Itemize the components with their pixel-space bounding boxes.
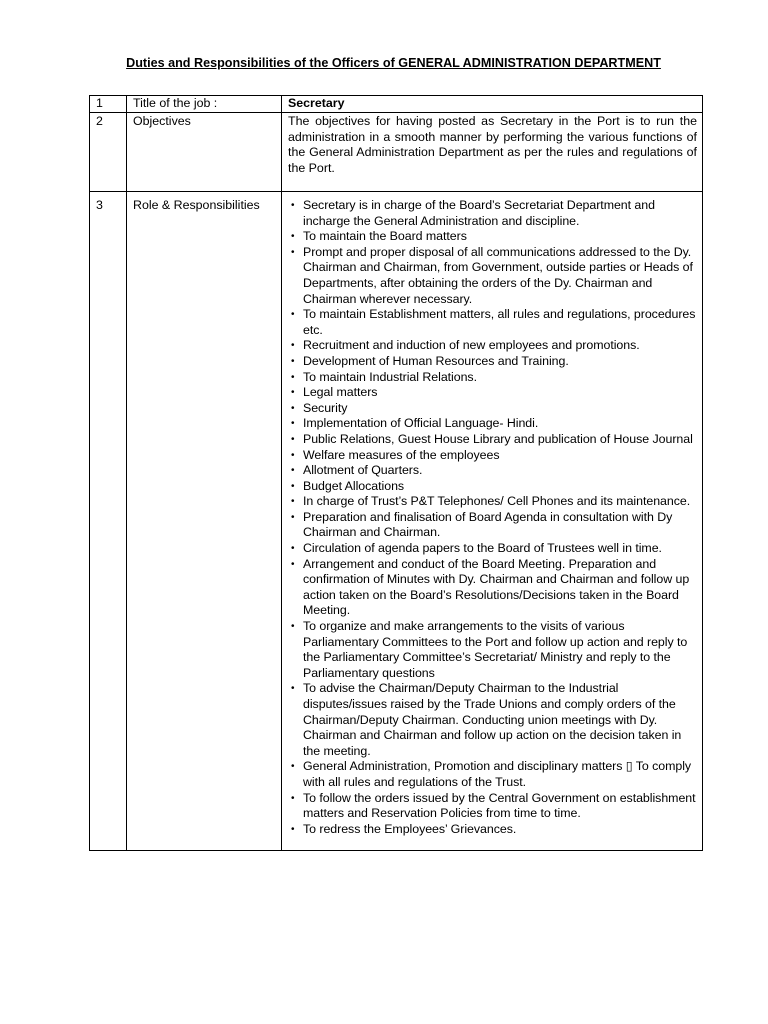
responsibility-text: Prompt and proper disposal of all communications addressed to the Dy. Chairman and Chairman, from Government, outside parties or Heads of Departments, after obtaining the orders of the Dy. Chairman and Chairman wherever necessary. <box>303 244 693 306</box>
list-item <box>282 401 699 417</box>
responsibility-text: Arrangement and conduct of the Board Meeting. Preparation and confirmation of Minutes with Dy. Chairman and Chairman and follow up action taken on the Board’s Resolutions/Decisions taken in the Board Meeting. <box>303 556 690 618</box>
responsibility-text: To advise the Chairman/Deputy Chairman to the Industrial disputes/issues raised by the Trade Unions and comply orders of the Chairman/Deputy Chairman. Conducting union meetings with Dy. Chairman and Chairman and follow up action on the decision taken in the meeting. <box>303 681 682 758</box>
responsibility-text: Legal matters <box>303 385 378 400</box>
job-title-value: Secretary <box>288 96 345 110</box>
table-row <box>90 113 703 192</box>
responsibility-text: To organize and make arrangements to the visits of various Parliamentary Committees to the Port and follow up action and reply to the Parliamentary Committee’s Secretariat/ Ministry and reply to the Parliamentary questions <box>303 619 688 680</box>
responsibility-text: Circulation of agenda papers to the Board of Trustees well in time. <box>303 541 662 556</box>
responsibility-text: To maintain Industrial Relations. <box>303 369 477 384</box>
bullet-icon: • <box>291 340 295 352</box>
responsibility-text: Allotment of Quarters. <box>303 463 423 478</box>
row-label-cell <box>127 96 282 113</box>
bullet-icon: • <box>291 496 295 508</box>
list-item <box>282 463 699 479</box>
list-item <box>282 791 699 822</box>
responsibility-text: Public Relations, Guest House Library and publication of House Journal <box>303 431 693 446</box>
bullet-icon: • <box>291 200 295 211</box>
row-number-cell <box>90 113 127 192</box>
bullet-icon: • <box>291 371 295 383</box>
responsibility-text: Budget Allocations <box>303 478 405 493</box>
list-item <box>282 385 699 401</box>
table-row <box>90 96 703 113</box>
bullet-icon: • <box>291 433 295 445</box>
row-label: Title of the job : <box>133 96 218 110</box>
bullet-icon: • <box>291 387 295 399</box>
row-number: 1 <box>96 96 103 110</box>
bullet-icon: • <box>291 543 295 555</box>
responsibility-text: To maintain Establishment matters, all rules and regulations, procedures etc. <box>303 307 696 337</box>
list-item <box>282 510 699 541</box>
list-item <box>282 416 699 432</box>
responsibilities-list <box>282 192 702 850</box>
responsibility-text: Preparation and finalisation of Board Agenda in consultation with Dy Chairman and Chairman. <box>303 509 673 540</box>
bullet-icon: • <box>291 683 295 695</box>
list-item <box>282 354 699 370</box>
objectives-text: The objectives for having posted as Secretary in the Port is to run the administration in a smooth manner by performing the various functions of the General Administration Department as per the rules and regulations of the Port. <box>288 114 697 175</box>
bullet-icon: • <box>291 231 295 243</box>
row-label: Objectives <box>133 114 191 128</box>
responsibility-text: To follow the orders issued by the Central Government on establishment matters and Reservation Policies from time to time. <box>303 790 696 821</box>
table-row <box>90 192 703 851</box>
responsibility-text: Implementation of Official Language- Hindi. <box>303 416 539 431</box>
responsibility-text: General Administration, Promotion and disciplinary matters ▯ To comply with all rules and regulations of the Trust. <box>303 759 692 789</box>
responsibility-text: To redress the Employees’ Grievances. <box>303 821 517 836</box>
list-item <box>282 448 699 464</box>
list-item <box>282 229 699 245</box>
row-number: 2 <box>96 114 103 128</box>
list-item <box>282 494 699 510</box>
responsibility-text: Development of Human Resources and Training. <box>303 353 569 368</box>
responsibility-text: In charge of Trust’s P&T Telephones/ Cell Phones and its maintenance. <box>303 494 691 509</box>
row-value-cell <box>282 113 703 192</box>
list-item <box>282 307 699 338</box>
bullet-icon: • <box>291 246 295 258</box>
list-item <box>282 479 699 495</box>
row-value-cell <box>282 192 703 851</box>
list-item <box>282 338 699 354</box>
list-item <box>282 432 699 448</box>
row-label: Role & Responsibilities <box>133 198 260 212</box>
responsibility-text: Welfare measures of the employees <box>303 447 500 462</box>
list-item <box>282 822 699 838</box>
bullet-icon: • <box>291 465 295 477</box>
row-label-cell <box>127 192 282 851</box>
row-label-cell <box>127 113 282 192</box>
bullet-icon: • <box>291 480 295 492</box>
responsibility-text: To maintain the Board matters <box>303 229 467 244</box>
row-number-cell <box>90 192 127 851</box>
responsibility-text: Secretary is in charge of the Board’s Secretariat Department and incharge the General Administration and discipline. <box>303 198 655 228</box>
bullet-icon: • <box>291 449 295 461</box>
bullet-icon: • <box>291 761 295 773</box>
row-value-cell <box>282 96 703 113</box>
page-title: Duties and Responsibilities of the Officers of GENERAL ADMINISTRATION DEPARTMENT <box>126 56 661 70</box>
duties-table <box>89 95 703 851</box>
list-item <box>282 541 699 557</box>
list-item <box>282 370 699 386</box>
bullet-icon: • <box>291 309 295 321</box>
bullet-icon: • <box>291 558 295 570</box>
bullet-icon: • <box>291 823 295 835</box>
row-number: 3 <box>96 198 103 212</box>
bullet-icon: • <box>291 402 295 414</box>
row-number-cell <box>90 96 127 113</box>
list-item <box>282 557 699 619</box>
list-item <box>282 681 699 759</box>
bullet-icon: • <box>291 621 295 633</box>
list-item <box>282 619 699 681</box>
bullet-icon: • <box>291 355 295 367</box>
bullet-icon: • <box>291 511 295 523</box>
bullet-icon: • <box>291 792 295 804</box>
list-item <box>282 198 699 229</box>
responsibility-text: Security <box>303 400 348 415</box>
bullet-icon: • <box>291 418 295 430</box>
list-item <box>282 759 699 790</box>
list-item <box>282 245 699 307</box>
responsibility-text: Recruitment and induction of new employees and promotions. <box>303 338 640 353</box>
